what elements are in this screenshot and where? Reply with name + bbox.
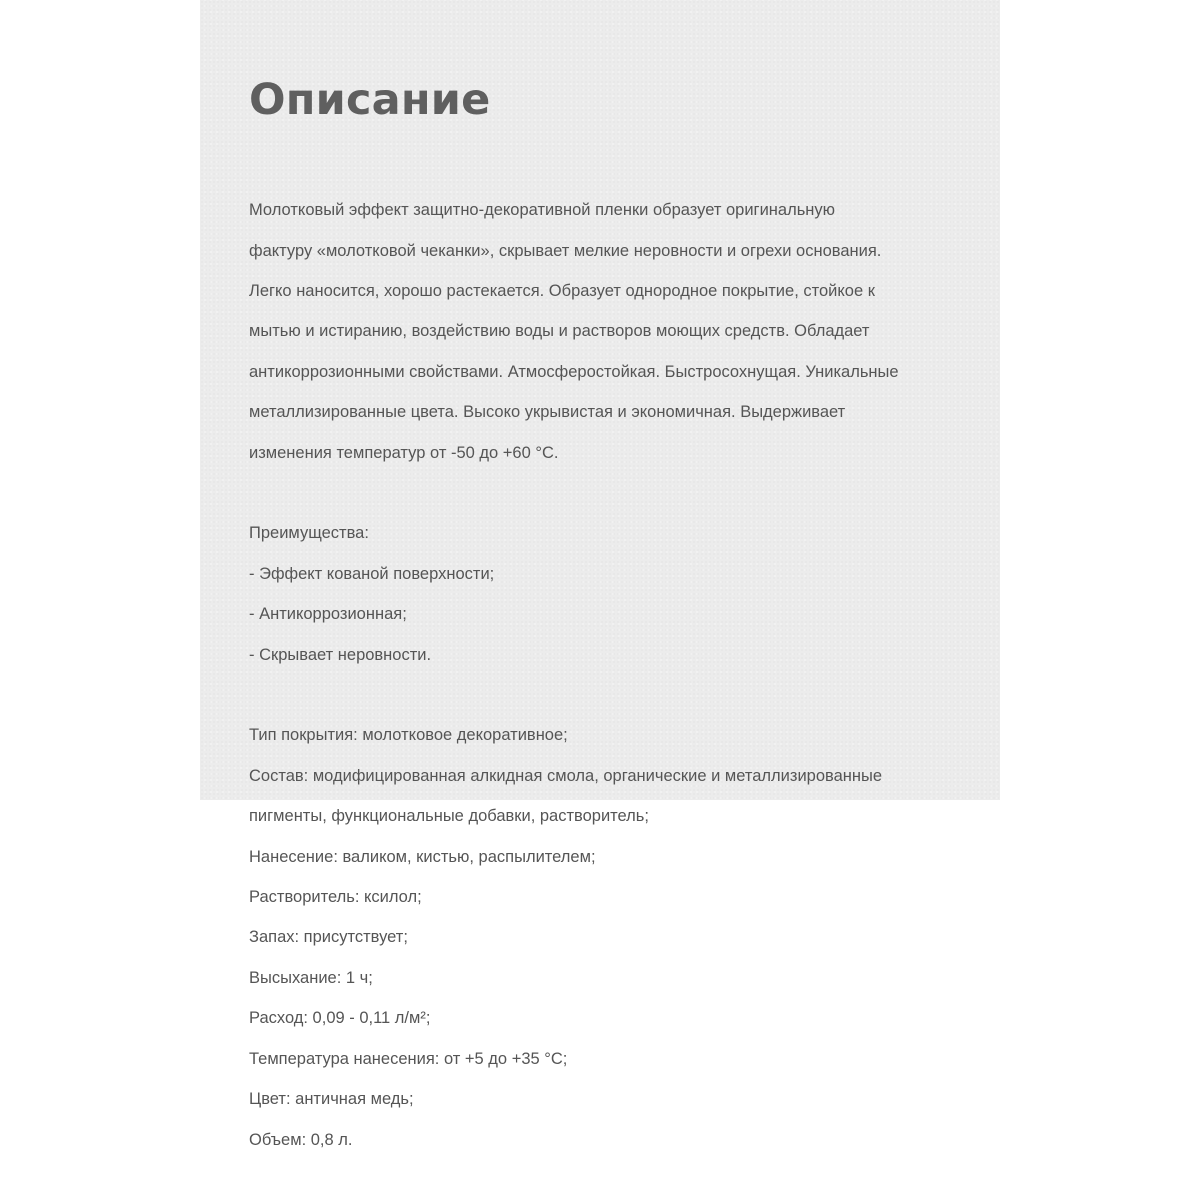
description-line: фактуру «молотковой чеканки», скрывает мелкие неровности и огрехи основания. xyxy=(249,241,882,260)
description-line: Молотковый эффект защитно-декоративной пленки образует оригинальную xyxy=(249,201,836,220)
spec-line: пигменты, функциональные добавки, растворитель; xyxy=(249,807,649,826)
spec-line: Температура нанесения: от +5 до +35 °С; xyxy=(249,1049,568,1068)
spec-line: Запах: присутствует; xyxy=(249,928,408,947)
spec-line: Растворитель: ксилол; xyxy=(249,888,422,907)
spec-line: Цвет: античная медь; xyxy=(249,1090,414,1109)
spec-line: Тип покрытия: молотковое декоративное; xyxy=(249,726,568,745)
advantages-title: Преимущества: xyxy=(249,524,369,543)
spec-line: Высыхание: 1 ч; xyxy=(249,968,373,987)
description-card xyxy=(200,0,1000,1149)
spec-line: Состав: модифицированная алкидная смола, органические и металлизированные xyxy=(249,766,883,785)
advantage-item: - Скрывает неровности. xyxy=(249,645,432,664)
spec-line: Расход: 0,09 - 0,11 л/м²; xyxy=(249,1009,431,1028)
spec-line: Объем: 0,8 л. xyxy=(249,1130,353,1149)
description-line: изменения температур от -50 до +60 °С. xyxy=(249,443,559,462)
description-line: металлизированные цвета. Высоко укрывистая и экономичная. Выдерживает xyxy=(249,403,846,422)
description-line: мытью и истиранию, воздействию воды и растворов моющих средств. Обладает xyxy=(249,322,870,341)
spec-line: Нанесение: валиком, кистью, распылителем; xyxy=(249,847,596,866)
specs-block xyxy=(249,705,989,1170)
description-line: Легко наносится, хорошо растекается. Образует однородное покрытие, стойкое к xyxy=(249,282,875,301)
description-body xyxy=(249,180,989,1190)
description-line: антикоррозионными свойствами. Атмосферостойкая. Быстросохнущая. Уникальные xyxy=(249,362,899,381)
advantage-item: - Антикоррозионная; xyxy=(249,605,407,624)
description-paragraph xyxy=(249,180,989,483)
advantages-block xyxy=(249,503,989,685)
page-title: Описание xyxy=(249,75,491,125)
advantage-item: - Эффект кованой поверхности; xyxy=(249,564,495,583)
